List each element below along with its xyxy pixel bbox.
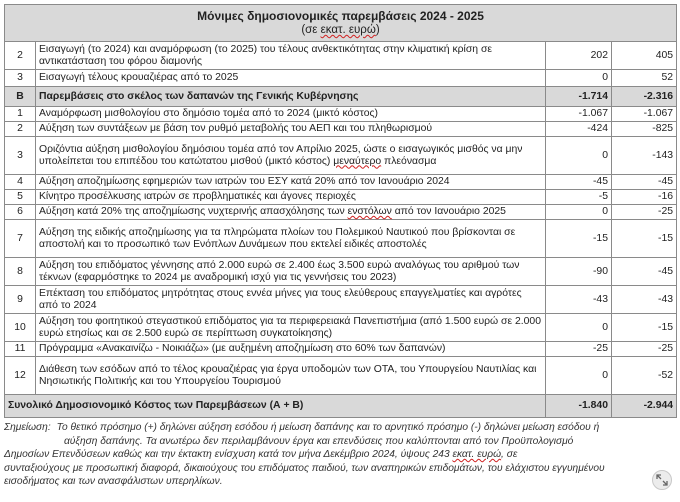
row-value-2025: -52 [612,357,677,395]
footnote-text: συνταξιούχους με προσωπική διαφορά, δικαιούχους του επιδόματος παιδιού, των αναπηρικών επιδομάτων, του ελάχιστου εγγυημένου [4,462,605,474]
row-value-2025: -1.067 [612,107,677,122]
row-description: Αύξηση αποζημίωσης εφημεριών των ιατρών του ΕΣΥ κατά 20% από τον Ιανουάριο 2024 [36,175,546,190]
page [4,4,676,489]
table-row [5,42,677,70]
table-row [5,314,677,342]
row-number: 5 [5,190,36,205]
table-title: Μόνιμες δημοσιονομικές παρεμβάσεις 2024 - 2025 [197,9,484,23]
row-description: Επέκταση του επιδόματος μητρότητας στους εννέα μήνες για τους ελεύθερους επαγγελματίες και αγρότες από το 2024 [36,286,546,314]
row-description-text: Οριζόντια αύξηση μισθολογίου δημόσιου τομέα από τον Απρίλιο 2025, ώστε ο εισαγωγικός μισθός να μην υπολείπεται του επιπέδου του κατώτατου μισθού (μικτό κόστος) [39,143,523,167]
table-row [5,220,677,258]
row-value-2024: -90 [546,258,612,286]
row-number: 3 [5,70,36,87]
row-description: Εισαγωγή τέλους κρουαζιέρας από το 2025 [36,70,546,87]
row-number: 7 [5,220,36,258]
row-value-2024: -45 [546,175,612,190]
row-value-2025: -825 [612,122,677,137]
row-value-2024: -25 [546,342,612,357]
row-number: 1 [5,107,36,122]
table-title-row [5,5,677,42]
row-value-2025: -143 [612,137,677,175]
footnote-line [4,475,636,489]
footnote-text: αύξηση δαπάνης. Τα ανωτέρω δεν περιλαμβάνουν έργα και επενδύσεις που καλύπτονται από τον Προϋπολογισμό [64,435,574,447]
row-value-2024: -1.067 [546,107,612,122]
table-title-cell [5,5,677,42]
row-value-2025: -16 [612,190,677,205]
row-value-2025: 52 [612,70,677,87]
fiscal-interventions-table [4,4,677,418]
subtitle-unit: εκατ. ευρώ [320,24,376,36]
subtitle-prefix: (σε [301,24,321,36]
row-description [36,205,546,220]
row-value-2025: -25 [612,205,677,220]
section-letter: B [5,87,36,107]
row-description-text: Αύξηση κατά 20% της αποζημίωσης νυχτερινής απασχόλησης των [39,206,348,217]
table-row [5,205,677,220]
row-value-2024: 202 [546,42,612,70]
table-row [5,70,677,87]
total-description: Συνολικό Δημοσιονομικό Κόστος των Παρεμβάσεων (Α + Β) [5,395,546,418]
row-value-2024: -15 [546,220,612,258]
row-number: 2 [5,42,36,70]
table-subtitle [8,23,673,37]
table-row [5,258,677,286]
row-description: Αύξηση των συντάξεων με βάση τον ρυθμό μεταβολής του ΑΕΠ και του πληθωρισμού [36,122,546,137]
table-row [5,357,677,395]
row-number: 2 [5,122,36,137]
row-description: Πρόγραμμα «Ανακαινίζω - Νοικιάζω» (με αυξημένη αποζημίωση στο 60% των δαπανών) [36,342,546,357]
row-description-flagged-word: ενστόλων [347,206,392,217]
footnote-line [4,448,636,462]
subtitle-suffix: ) [375,24,380,36]
table-row [5,137,677,175]
row-number: 9 [5,286,36,314]
footnote-text: , σε [501,449,518,461]
table-row [5,107,677,122]
footnote-text: Δημοσίων Επενδύσεων καθώς και την έκτακτη ενίσχυση κατά τον μήνα Δεκέμβριο 2024, ύψους 243 [4,449,453,461]
row-value-2024: -5 [546,190,612,205]
row-description: Διάθεση των εσόδων από το τέλος κρουαζιέρας για έργα υποδομών των ΟΤΑ, του Υπουργείου Ναυτιλίας και Νησιωτικής Πολιτικής και του Υπουργείου Τουρισμού [36,357,546,395]
footnote-flagged-word: εκατ. ευρώ [452,449,502,461]
section-description: Παρεμβάσεις στο σκέλος των δαπανών της Γενικής Κυβέρνησης [36,87,546,107]
row-number: 3 [5,137,36,175]
row-number: 8 [5,258,36,286]
row-description: Αναμόρφωση μισθολογίου στο δημόσιο τομέα από το 2024 (μικτό κόστος) [36,107,546,122]
row-description-text-end: από τον Ιανουάριο 2025 [391,206,506,217]
row-number: 11 [5,342,36,357]
row-description: Αύξηση του φοιτητικού στεγαστικού επιδόματος για τα περιφερειακά Πανεπιστήμια (από 1.500 ευρώ σε 2.000 ευρώ ετησίως και σε 2.500 ευρώ σε περίπτωση συγκατοίκησης) [36,314,546,342]
footnote-text: εισοδήματος και των ανασφάλιστων υπερηλίκων. [4,476,223,488]
row-value-2025: -45 [612,258,677,286]
footnote-text: Το θετικό πρόσημο (+) δηλώνει αύξηση εσόδου ή μείωση δαπάνης και το αρνητικό πρόσημο (-) δηλώνει μείωση εσόδου ή [56,422,600,433]
row-value-2024: 0 [546,357,612,395]
row-description-text-end: πλεόνασμα [381,155,437,167]
row-value-2024: 0 [546,70,612,87]
row-value-2024: -424 [546,122,612,137]
section-b-row [5,87,677,107]
footnote-line [4,421,636,435]
row-value-2025: -25 [612,342,677,357]
row-value-2025: -45 [612,175,677,190]
row-description: Αύξηση της ειδικής αποζημίωσης για τα πληρώματα πλοίων του Πολεμικού Ναυτικού που βρίσκονται σε αποστολή και το προσωπικό των Ενόπλων Δυνάμεων που εκτελεί ειδικές αποστολές [36,220,546,258]
row-description [36,137,546,175]
row-value-2025: -43 [612,286,677,314]
row-value-2025: -15 [612,220,677,258]
expand-arrows-icon [656,474,668,486]
row-value-2025: -15 [612,314,677,342]
expand-button[interactable] [652,470,672,490]
row-number: 12 [5,357,36,395]
table-row [5,122,677,137]
row-value-2024: 0 [546,205,612,220]
row-number: 6 [5,205,36,220]
footnote-label: Σημείωση: [4,422,51,433]
row-value-2024: 0 [546,137,612,175]
total-row [5,395,677,418]
table-row [5,286,677,314]
row-description-flagged-word: μεναύτερο [333,155,382,167]
total-value-2024: -1.840 [546,395,612,418]
row-number: 4 [5,175,36,190]
row-description: Κίνητρο προσέλκυσης ιατρών σε προβληματικές και άγονες περιοχές [36,190,546,205]
row-value-2024: -43 [546,286,612,314]
table-row [5,190,677,205]
section-value-2024: -1.714 [546,87,612,107]
row-description: Εισαγωγή (το 2024) και αναμόρφωση (το 2025) του τέλους ανθεκτικότητας στην κλιματική κρίση σε αντικατάσταση του φόρου διαμονής [36,42,546,70]
table-footnote [4,421,676,489]
footnote-line [4,435,636,449]
footnote-line [4,462,636,476]
row-description: Αύξηση του επιδόματος γέννησης από 2.000 ευρώ σε 2.400 έως 3.500 ευρώ αναλόγως του αριθμού των τέκνων (εφαρμόστηκε το 2024 με αναδρομική ισχύ για τις γεννήσεις του 2023) [36,258,546,286]
row-number: 10 [5,314,36,342]
section-value-2025: -2.316 [612,87,677,107]
row-value-2024: 0 [546,314,612,342]
table-row [5,175,677,190]
table-row [5,342,677,357]
row-value-2025: 405 [612,42,677,70]
total-value-2025: -2.944 [612,395,677,418]
